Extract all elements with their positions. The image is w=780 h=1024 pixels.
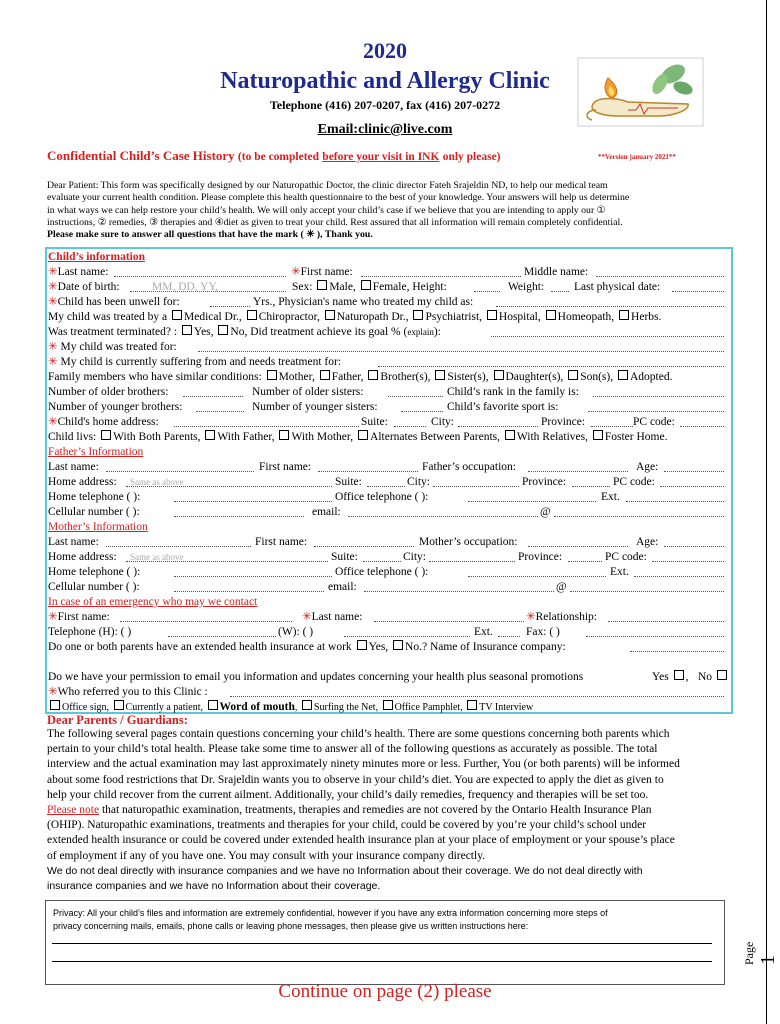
insurance-no-label: No.? Name of Insurance company:: [405, 640, 566, 653]
older-sisters-field[interactable]: [388, 385, 443, 397]
referred-field[interactable]: [230, 685, 724, 697]
father-last-name-field[interactable]: [106, 460, 254, 472]
both-parents-label: With Both Parents,: [113, 430, 201, 443]
intro-paragraph: [47, 180, 629, 241]
dob-placeholder: MM, DD, YY,: [152, 280, 219, 293]
guardians-p2-line: that naturopathic examination, treatments, therapies and remedies are not covered by the Ontario Health Insurance Plan: [99, 804, 652, 817]
mother-email-user-field[interactable]: [364, 580, 554, 592]
child-province-field[interactable]: [591, 415, 633, 427]
mother-pc-label: PC code:: [605, 550, 647, 563]
mother-province-label: Province:: [518, 550, 563, 563]
terminated-yes-label: Yes,: [193, 325, 214, 338]
adopted-checkbox[interactable]: [618, 370, 628, 380]
insurance-company-field[interactable]: [630, 640, 724, 652]
terminated-no-checkbox[interactable]: [218, 325, 228, 335]
guardians-p1-line: pertain to your child’s total health. Please take some time to answer all of the following questions as accurately as possible. The total: [47, 743, 658, 756]
mother-at-sign: @: [556, 580, 567, 593]
father-pc-label: PC code:: [613, 475, 655, 488]
guardians-p3-line: We do not deal directly with insurance companies and we have no Information about their coverage. We do not deal directly with: [47, 864, 643, 877]
sisters-label: Sister(s),: [447, 370, 489, 383]
child-pc-field[interactable]: [680, 415, 724, 427]
mother-label: Mother,: [278, 370, 315, 383]
weight-label: Weight:: [508, 280, 545, 293]
child-city-label: City:: [431, 415, 455, 428]
child-heading: Child’s information: [48, 251, 146, 263]
privacy-line-1: Privacy: All your child’s files and information are extremely confidential, however if you have any extra information concerning more steps of: [53, 908, 608, 918]
emergency-fax-label: Fax: ( ): [526, 625, 560, 638]
emergency-phone-row: [48, 625, 728, 640]
emergency-home-tel-field[interactable]: [168, 625, 276, 637]
father-name-row: [48, 460, 728, 475]
clinic-lamp-logo: [578, 58, 703, 126]
mother-address-row: [48, 550, 728, 565]
email-permission-row: Do we have your permission to email you information and updates concerning your health plus seasonal promotions Yes , No: [48, 670, 728, 685]
mother-suite-label: Suite:: [331, 550, 358, 563]
child-address-label: Child's home address:: [57, 415, 159, 428]
guardians-p1-line: about some food restrictions that Dr. Srajeldin wants you to observe in your child’s diet. You are expected to apply the diet as given to: [47, 773, 664, 786]
younger-sisters-field[interactable]: [401, 400, 443, 412]
weight-field[interactable]: [551, 280, 569, 292]
mother-home-tel-label: Home telephone ( ):: [48, 565, 141, 578]
father-age-label: Age:: [636, 460, 659, 473]
male-label: Male,: [329, 280, 356, 293]
suffering-row: [48, 355, 728, 370]
permission-yes-checkbox[interactable]: [674, 670, 684, 680]
referral-source-row: Office sign, Currently a patient, Word of mouth, Surfing the Net, Office Pamphlet, TV Interview: [48, 700, 728, 715]
herbs-checkbox[interactable]: [619, 310, 629, 320]
guardians-p1-line: help your child recover from the current ailment. Additionally, your child’s daily remedies, frequency and therapies will be set too.: [47, 788, 649, 801]
younger-sisters-label: Number of younger sisters:: [252, 400, 378, 413]
emergency-home-tel-label: Telephone (H): ( ): [48, 625, 132, 638]
alternates-label: Alternates Between Parents,: [370, 430, 501, 443]
mother-suite-field[interactable]: [363, 550, 401, 562]
child-lives-row: [48, 430, 728, 445]
surfing-label: Surfing the Net,: [313, 701, 379, 713]
rank-label: Child’s rank in the family is:: [447, 385, 579, 398]
mother-name-row: [48, 535, 728, 550]
clinic-email[interactable]: Email:clinic@live.com: [317, 122, 453, 137]
privacy-line-2: privacy concerning mails, emails, phone calls or leaving phone messages, then please give us written instructions here:: [53, 921, 529, 931]
mother-heading: Mother’s Information: [48, 520, 148, 533]
mother-cell-label: Cellular number ( ):: [48, 580, 140, 593]
office-sign-checkbox[interactable]: [50, 700, 60, 710]
father-occupation-label: Father’s occupation:: [422, 460, 516, 473]
close-paren: ):: [433, 325, 441, 338]
hospital-checkbox[interactable]: [487, 310, 497, 320]
rank-field[interactable]: [593, 385, 724, 397]
form-title-row: [47, 148, 501, 164]
father-address-label: Home address:: [48, 475, 117, 488]
privacy-text: [53, 907, 608, 933]
emergency-last-name-field[interactable]: [374, 610, 524, 622]
father-province-field[interactable]: [572, 475, 610, 487]
child-address-row: [48, 415, 728, 430]
emergency-first-name-field[interactable]: [120, 610, 292, 622]
father-first-name-label: First name:: [259, 460, 312, 473]
tv-interview-checkbox[interactable]: [467, 700, 477, 710]
required-star-icon: ✳: [48, 355, 58, 368]
sport-label: Child’s favorite sport is:: [447, 400, 559, 413]
insurance-yes-checkbox[interactable]: [357, 640, 367, 650]
father-suite-label: Suite:: [335, 475, 362, 488]
page-number: 1: [757, 955, 779, 965]
foster-home-label: Foster Home.: [604, 430, 668, 443]
younger-brothers-field[interactable]: [196, 400, 244, 412]
sons-label: Son(s),: [580, 370, 614, 383]
word-of-mouth-checkbox[interactable]: [208, 700, 218, 710]
intro-line-5: Please make sure to answer all questions that have the mark ( ✳ ), Thank you.: [47, 229, 373, 241]
child-unwell-row: [48, 295, 728, 310]
female-checkbox[interactable]: [361, 280, 371, 290]
mother-first-name-label: First name:: [255, 535, 308, 548]
father-suite-field[interactable]: [367, 475, 405, 487]
guardians-heading: Dear Parents / Guardians:: [47, 713, 188, 727]
alternates-checkbox[interactable]: [358, 430, 368, 440]
family-conditions-row: [48, 370, 728, 385]
required-star-icon: ✳: [526, 610, 536, 623]
father-ext-label: Ext.: [601, 490, 620, 503]
referred-label: Who referred you to this Clinic :: [57, 685, 208, 698]
psychiatrist-checkbox[interactable]: [413, 310, 423, 320]
please-note-label: Please note: [47, 804, 100, 817]
emergency-first-name-label: First name:: [57, 610, 110, 623]
with-mother-label: With Mother,: [291, 430, 354, 443]
insurance-no-checkbox[interactable]: [393, 640, 403, 650]
guardians-p1-line: The following several pages contain questions concerning your child’s health. There are some questions concerning both parents which: [47, 728, 670, 740]
older-brothers-label: Number of older brothers:: [48, 385, 169, 398]
mother-city-label: City:: [403, 550, 427, 563]
mother-first-name-field[interactable]: [314, 535, 414, 547]
insurance-row: [48, 640, 728, 655]
father-cell-row: [48, 505, 728, 520]
child-province-label: Province:: [541, 415, 586, 428]
guardians-p2-line: (OHIP). Naturopathic examinations, treatments and therapies for your child, could be covered by you’re your child’s school under: [47, 819, 647, 832]
both-parents-checkbox[interactable]: [101, 430, 111, 440]
required-star-icon: ✳: [48, 295, 58, 308]
father-phone-row: [48, 490, 728, 505]
pamphlet-checkbox[interactable]: [383, 700, 393, 710]
last-physical-field[interactable]: [672, 280, 724, 292]
child-last-name-field[interactable]: [114, 265, 286, 277]
guardians-p1-line: interview and the actual examination may last approximately ninety minutes more or less. Further, You (or both parents) will be informed: [47, 758, 680, 771]
permission-yes-label: Yes: [652, 670, 669, 683]
homeopath-checkbox[interactable]: [546, 310, 556, 320]
guardians-p2-line: extended health insurance or could be covered under extended health insurance plan at your place of employment or your spouse’s place: [47, 834, 675, 847]
older-siblings-row: [48, 385, 728, 400]
insurance-question: Do one or both parents have an extended health insurance at work: [48, 640, 352, 653]
mother-age-field[interactable]: [664, 535, 724, 547]
emergency-fax-field[interactable]: [586, 625, 724, 637]
form-instruction-suffix: only please): [442, 151, 501, 163]
goal-field[interactable]: [491, 325, 724, 337]
required-star-icon: ✳: [48, 265, 58, 278]
office-sign-label: Office sign,: [62, 701, 110, 713]
father-occupation-field[interactable]: [528, 460, 628, 472]
emergency-work-tel-field[interactable]: [344, 625, 470, 637]
with-relatives-checkbox[interactable]: [505, 430, 515, 440]
suffering-label: My child is currently suffering from and needs treatment for:: [60, 355, 342, 368]
homeopath-label: Homeopath,: [557, 310, 615, 323]
father-province-label: Province:: [522, 475, 567, 488]
form-instruction-underlined: before your visit in INK: [322, 151, 440, 163]
physician-label: Yrs., Physician's name who treated my child as:: [253, 295, 474, 308]
sisters-checkbox[interactable]: [435, 370, 445, 380]
treated-for-row: [48, 340, 728, 355]
goal-label: No, Did treatment achieve its goal % (: [230, 325, 408, 338]
intro-line-2: evaluate your current health condition. Please complete this health questionnaire to the best of your knowledge. Your answers will help us determine: [47, 192, 630, 204]
father-cell-label: Cellular number ( ):: [48, 505, 140, 518]
mother-checkbox[interactable]: [267, 370, 277, 380]
daughters-label: Daughter(s),: [505, 370, 564, 383]
father-address-row: [48, 475, 728, 490]
medical-dr-label: Medical Dr.,: [184, 310, 242, 323]
mother-city-field[interactable]: [429, 550, 515, 562]
treated-for-label: My child was treated for:: [60, 340, 177, 353]
email-permission-label: Do we have your permission to email you information and updates concerning your health plus seasonal promotions: [48, 670, 584, 683]
permission-no-checkbox[interactable]: [717, 670, 727, 680]
required-star-icon: ✳: [48, 685, 58, 698]
child-first-name-field[interactable]: [361, 265, 521, 277]
with-father-checkbox[interactable]: [205, 430, 215, 440]
clinic-telephone: Telephone (416) 207-0207, fax (416) 207-0272: [269, 98, 501, 112]
mother-occupation-label: Mother’s occupation:: [419, 535, 518, 548]
older-brothers-field[interactable]: [183, 385, 243, 397]
current-patient-label: Currently a patient,: [125, 701, 204, 713]
height-label: Height:: [412, 280, 447, 293]
father-office-tel-field[interactable]: [468, 490, 596, 502]
surfing-checkbox[interactable]: [302, 700, 312, 710]
explain-label: explain: [407, 326, 434, 337]
father-home-tel-label: Home telephone ( ):: [48, 490, 141, 503]
father-city-label: City:: [407, 475, 431, 488]
privacy-input-line-2[interactable]: [52, 961, 712, 962]
father-city-field[interactable]: [433, 475, 519, 487]
child-name-row: [48, 265, 728, 280]
mother-ext-field[interactable]: [634, 565, 724, 577]
father-address-field[interactable]: [126, 475, 332, 487]
mother-cell-row: [48, 580, 728, 595]
mother-last-name-field[interactable]: [106, 535, 251, 547]
daughters-checkbox[interactable]: [494, 370, 504, 380]
child-dob-field[interactable]: [130, 280, 286, 292]
clinic-name: Naturopathic and Allergy Clinic: [220, 68, 550, 94]
pamphlet-label: Office Pamphlet,: [394, 701, 463, 713]
foster-home-checkbox[interactable]: [593, 430, 603, 440]
child-pc-label: PC code:: [633, 415, 675, 428]
child-address-field[interactable]: [174, 415, 359, 427]
word-of-mouth-label: Word of mouth: [219, 700, 295, 713]
emergency-heading: In case of an emergency who may we contact: [48, 595, 258, 608]
terminated-yes-checkbox[interactable]: [182, 325, 192, 335]
mother-same-as-above: Same as above: [130, 551, 184, 562]
with-mother-checkbox[interactable]: [279, 430, 289, 440]
relationship-field[interactable]: [608, 610, 724, 622]
naturopath-label: Naturopath Dr.,: [336, 310, 409, 323]
tv-interview-label: TV Interview: [479, 701, 534, 713]
treated-by-row: [48, 310, 728, 325]
child-last-name-label: Last name:: [57, 265, 109, 278]
mother-email-label: email:: [328, 580, 357, 593]
female-label: Female,: [372, 280, 410, 293]
father-home-tel-field[interactable]: [174, 490, 332, 502]
child-middle-name-label: Middle name:: [524, 265, 589, 278]
emergency-ext-field[interactable]: [498, 625, 520, 637]
father-heading: Father’s Information: [48, 445, 144, 458]
physician-name-field[interactable]: [496, 295, 724, 307]
required-star-icon: ✳: [302, 610, 312, 623]
father-pc-field[interactable]: [660, 475, 724, 487]
child-first-name-label: First name:: [300, 265, 353, 278]
younger-brothers-label: Number of younger brothers:: [48, 400, 183, 413]
herbs-label: Herbs.: [631, 310, 662, 323]
mother-cell-field[interactable]: [174, 580, 324, 592]
year-heading: 2020: [363, 38, 407, 63]
child-suite-label: Suite:: [361, 415, 388, 428]
page-label: Page: [742, 941, 756, 965]
father-ext-field[interactable]: [626, 490, 724, 502]
required-star-icon: ✳: [48, 415, 58, 428]
sport-field[interactable]: [588, 400, 724, 412]
required-star-icon: ✳: [48, 280, 58, 293]
naturopath-checkbox[interactable]: [325, 310, 335, 320]
mother-office-tel-field[interactable]: [468, 565, 606, 577]
father-email-domain-field[interactable]: [554, 505, 724, 517]
father-same-as-above: Same as above: [130, 476, 184, 487]
mother-email-domain-field[interactable]: [570, 580, 724, 592]
height-field[interactable]: [474, 280, 500, 292]
mother-last-name-label: Last name:: [48, 535, 99, 548]
version-label: **Version january 2021**: [598, 153, 676, 161]
sex-label: Sex:: [292, 280, 313, 293]
mother-home-tel-field[interactable]: [174, 565, 332, 577]
child-dob-label: Date of birth:: [57, 280, 120, 293]
mother-address-label: Home address:: [48, 550, 117, 563]
guardians-p3-line: insurance companies and we have no Information about their coverage.: [47, 880, 381, 893]
emergency-last-name-label: Last name:: [311, 610, 363, 623]
with-relatives-label: With Relatives,: [516, 430, 588, 443]
father-last-name-label: Last name:: [48, 460, 99, 473]
treatment-terminated-row: [48, 325, 728, 340]
father-first-name-field[interactable]: [318, 460, 418, 472]
male-checkbox[interactable]: [317, 280, 327, 290]
brothers-checkbox[interactable]: [368, 370, 378, 380]
mother-address-field[interactable]: [126, 550, 328, 562]
father-office-tel-label: Office telephone ( ):: [335, 490, 429, 503]
privacy-input-line-1[interactable]: [52, 943, 712, 944]
child-dob-row: [48, 280, 728, 295]
required-star-icon: ✳: [291, 265, 301, 278]
father-at-sign: @: [540, 505, 551, 518]
treated-by-label: My child was treated by a: [48, 310, 168, 323]
with-father-label: With Father,: [217, 430, 275, 443]
medical-dr-checkbox[interactable]: [172, 310, 182, 320]
mother-phone-row: [48, 565, 728, 580]
page-number-label: [742, 937, 780, 965]
father-age-field[interactable]: [664, 460, 724, 472]
emergency-name-row: [48, 610, 728, 625]
form-title: Confidential Child’s Case History: [47, 148, 235, 163]
guardians-p2-line: of employment if any of you have one. You may consult with your insurance company directly.: [47, 849, 486, 862]
mother-age-label: Age:: [636, 535, 659, 548]
sons-checkbox[interactable]: [568, 370, 578, 380]
father-checkbox[interactable]: [320, 370, 330, 380]
mother-province-field[interactable]: [568, 550, 602, 562]
unwell-years-field[interactable]: [210, 295, 250, 307]
required-star-icon: ✳: [48, 610, 58, 623]
terminated-label: Was treatment terminated? :: [48, 325, 178, 338]
form-instruction-prefix: (to be completed: [237, 151, 320, 163]
referred-row: [48, 685, 728, 700]
suffering-field[interactable]: [378, 355, 724, 367]
privacy-box: [45, 900, 725, 985]
mother-office-tel-label: Office telephone ( ):: [335, 565, 429, 578]
father-label: Father,: [331, 370, 364, 383]
page-border: [766, 0, 767, 1024]
older-sisters-label: Number of older sisters:: [252, 385, 364, 398]
unwell-label: Child has been unwell for:: [57, 295, 180, 308]
emergency-ext-label: Ext.: [474, 625, 493, 638]
intro-line-3: in what ways we can help restore your child’s health. We will only accept your child’s case if we believe that you are intending to apply our ①: [47, 204, 606, 216]
child-info-form: [48, 250, 728, 715]
lives-label: Child livs:: [48, 430, 97, 443]
child-middle-name-field[interactable]: [596, 265, 724, 277]
psychiatrist-label: Psychiatrist,: [425, 310, 483, 323]
child-suite-field[interactable]: [394, 415, 426, 427]
father-email-label: email:: [312, 505, 341, 518]
father-email-user-field[interactable]: [348, 505, 538, 517]
hospital-label: Hospital,: [498, 310, 541, 323]
brothers-label: Brother(s),: [380, 370, 431, 383]
permission-no-label: No: [698, 670, 713, 683]
insurance-yes-label: Yes,: [368, 640, 389, 653]
father-cell-field[interactable]: [174, 505, 304, 517]
mother-occupation-field[interactable]: [528, 535, 628, 547]
adopted-label: Adopted.: [629, 370, 673, 383]
guardians-paragraph: [47, 727, 680, 894]
younger-siblings-row: [48, 400, 728, 415]
intro-line-4: instructions, ② remedies, ③ therapies and ④diet as given to treat your child. Rest assured that all information will remain completely confidential.: [47, 216, 623, 228]
child-city-field[interactable]: [458, 415, 538, 427]
chiropractor-checkbox[interactable]: [247, 310, 257, 320]
required-star-icon: ✳: [48, 340, 58, 353]
current-patient-checkbox[interactable]: [114, 700, 124, 710]
relationship-label: Relationship:: [535, 610, 597, 623]
last-physical-label: Last physical date:: [574, 280, 661, 293]
mother-ext-label: Ext.: [610, 565, 629, 578]
treated-for-field[interactable]: [198, 340, 724, 352]
mother-pc-field[interactable]: [652, 550, 724, 562]
chiropractor-label: Chiropractor,: [258, 310, 320, 323]
continue-footer: Continue on page (2) please: [278, 981, 492, 1002]
emergency-work-tel-label: (W): ( ): [278, 625, 314, 638]
family-label: Family members who have similar conditions:: [48, 370, 262, 383]
intro-line-1: Dear Patient: This form was specifically designed by our Naturopathic Doctor, the clinic director Fateh Srajeldin ND, to help our medical team: [47, 180, 608, 191]
